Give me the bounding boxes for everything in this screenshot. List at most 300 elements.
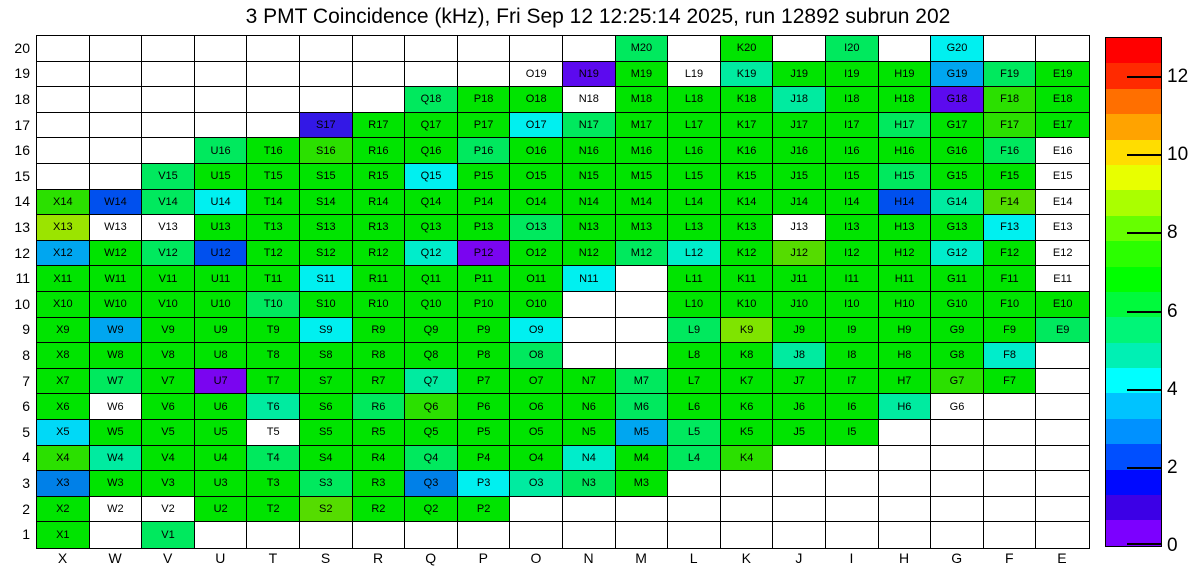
- cell-I12: [826, 241, 879, 267]
- cell-label: M3: [633, 477, 650, 490]
- cell-M20: [616, 36, 669, 62]
- cell-N15: [563, 164, 616, 190]
- cell-Q8: [405, 343, 458, 369]
- cell-label: K13: [736, 221, 757, 234]
- cell-label: U3: [213, 477, 228, 490]
- cell-P13: [458, 215, 511, 241]
- cell-L19: [668, 62, 721, 88]
- cell-W11: [90, 266, 143, 292]
- cell-G18: [931, 87, 984, 113]
- cell-Q16: [405, 138, 458, 164]
- cell-label: G14: [946, 195, 968, 208]
- cell-L5: [668, 420, 721, 446]
- cell-label: K7: [739, 375, 754, 388]
- cell-empty: [879, 420, 932, 446]
- cell-G7: [931, 369, 984, 395]
- cell-empty: [142, 36, 195, 62]
- cell-S2: [300, 497, 353, 523]
- cell-label: G18: [946, 93, 968, 106]
- cell-label: P15: [473, 170, 494, 183]
- cell-label: M13: [630, 221, 653, 234]
- cell-empty: [1036, 420, 1089, 446]
- cell-label: V11: [158, 272, 178, 285]
- cell-empty: [195, 522, 248, 548]
- cell-U7: [195, 369, 248, 395]
- colorbar-band: [1106, 267, 1161, 292]
- cell-T6: [247, 394, 300, 420]
- cell-I5: [826, 420, 879, 446]
- cell-empty: [616, 343, 669, 369]
- cell-X13: [37, 215, 90, 241]
- cell-N16: [563, 138, 616, 164]
- cell-Q3: [405, 471, 458, 497]
- colorbar-tick-label: 10: [1167, 144, 1189, 166]
- cell-label: N5: [581, 426, 596, 439]
- cell-G16: [931, 138, 984, 164]
- cell-label: O6: [528, 400, 544, 413]
- cell-label: T13: [263, 221, 283, 234]
- cell-V14: [142, 190, 195, 216]
- colorbar-band: [1106, 495, 1161, 520]
- cell-empty: [826, 497, 879, 523]
- cell-label: M7: [633, 375, 650, 388]
- cell-N5: [563, 420, 616, 446]
- cell-label: F12: [1000, 247, 1020, 260]
- x-tick-label: H: [899, 550, 910, 566]
- cell-label: X13: [53, 221, 73, 234]
- cell-empty: [1036, 522, 1089, 548]
- cell-I18: [826, 87, 879, 113]
- cell-K4: [721, 446, 774, 472]
- cell-label: N6: [581, 400, 596, 413]
- cell-label: S4: [319, 451, 333, 464]
- plot-area: [36, 35, 1090, 549]
- x-tick-label: E: [1057, 550, 1067, 566]
- cell-label: M12: [630, 247, 653, 260]
- cell-R14: [353, 190, 406, 216]
- y-tick-label: 19: [14, 65, 30, 82]
- cell-label: J12: [790, 247, 809, 260]
- cell-T8: [247, 343, 300, 369]
- cell-R17: [353, 113, 406, 139]
- cell-empty: [931, 471, 984, 497]
- cell-label: T5: [266, 426, 280, 439]
- cell-V11: [142, 266, 195, 292]
- cell-label: O7: [528, 375, 544, 388]
- cell-label: L18: [684, 93, 704, 106]
- cell-empty: [458, 522, 511, 548]
- cell-label: J5: [793, 426, 805, 439]
- cell-R16: [353, 138, 406, 164]
- cell-label: F15: [1000, 170, 1020, 183]
- cell-label: M4: [633, 451, 650, 464]
- cell-label: S2: [319, 503, 333, 516]
- cell-T11: [247, 266, 300, 292]
- cell-empty: [1036, 343, 1089, 369]
- cell-empty: [510, 36, 563, 62]
- heatmap-grid: [37, 36, 1089, 548]
- cell-label: I6: [847, 400, 857, 413]
- cell-label: I17: [844, 119, 860, 132]
- cell-empty: [616, 266, 669, 292]
- cell-H18: [879, 87, 932, 113]
- cell-label: W2: [107, 503, 124, 516]
- cell-W8: [90, 343, 143, 369]
- cell-label: J17: [790, 119, 809, 132]
- cell-empty: [1036, 446, 1089, 472]
- cell-U2: [195, 497, 248, 523]
- cell-label: I7: [847, 375, 857, 388]
- cell-label: T10: [263, 298, 283, 311]
- cell-P15: [458, 164, 511, 190]
- cell-label: L5: [687, 426, 701, 439]
- cell-N14: [563, 190, 616, 216]
- cell-empty: [668, 522, 721, 548]
- cell-label: M5: [633, 426, 650, 439]
- cell-X6: [37, 394, 90, 420]
- cell-label: N13: [578, 221, 599, 234]
- cell-P18: [458, 87, 511, 113]
- cell-label: X10: [53, 298, 73, 311]
- cell-Q13: [405, 215, 458, 241]
- cell-label: M20: [630, 42, 653, 55]
- cell-K11: [721, 266, 774, 292]
- cell-E16: [1036, 138, 1089, 164]
- cell-Q10: [405, 292, 458, 318]
- cell-G17: [931, 113, 984, 139]
- cell-X14: [37, 190, 90, 216]
- cell-empty: [510, 522, 563, 548]
- cell-label: X4: [56, 451, 70, 464]
- cell-label: E17: [1052, 119, 1073, 132]
- cell-I17: [826, 113, 879, 139]
- cell-label: Q16: [420, 144, 442, 157]
- y-tick-label: 14: [14, 193, 30, 210]
- cell-I9: [826, 318, 879, 344]
- cell-P4: [458, 446, 511, 472]
- cell-label: P10: [473, 298, 494, 311]
- cell-empty: [37, 87, 90, 113]
- cell-label: H19: [894, 67, 915, 80]
- cell-J13: [773, 215, 826, 241]
- cell-X7: [37, 369, 90, 395]
- cell-label: W3: [107, 477, 124, 490]
- cell-M4: [616, 446, 669, 472]
- cell-label: J8: [793, 349, 805, 362]
- cell-F9: [984, 318, 1037, 344]
- cell-J8: [773, 343, 826, 369]
- cell-empty: [405, 62, 458, 88]
- cell-empty: [879, 471, 932, 497]
- cell-S10: [300, 292, 353, 318]
- cell-label: X2: [56, 503, 70, 516]
- cell-H14: [879, 190, 932, 216]
- cell-label: O17: [525, 119, 547, 132]
- cell-label: N19: [578, 67, 599, 80]
- cell-label: H12: [894, 247, 915, 260]
- cell-label: U13: [210, 221, 231, 234]
- cell-empty: [563, 36, 616, 62]
- cell-R12: [353, 241, 406, 267]
- cell-L17: [668, 113, 721, 139]
- cell-empty: [984, 497, 1037, 523]
- cell-label: H8: [897, 349, 912, 362]
- cell-I6: [826, 394, 879, 420]
- cell-label: K16: [736, 144, 757, 157]
- cell-G15: [931, 164, 984, 190]
- cell-label: R16: [368, 144, 389, 157]
- cell-empty: [1036, 497, 1089, 523]
- cell-N13: [563, 215, 616, 241]
- cell-K17: [721, 113, 774, 139]
- cell-empty: [458, 36, 511, 62]
- cell-F10: [984, 292, 1037, 318]
- colorbar-band: [1106, 317, 1161, 342]
- cell-empty: [142, 87, 195, 113]
- cell-O14: [510, 190, 563, 216]
- cell-label: M15: [630, 170, 653, 183]
- cell-K13: [721, 215, 774, 241]
- cell-label: G15: [946, 170, 968, 183]
- colorbar-tick-label: 2: [1167, 456, 1178, 478]
- cell-label: R3: [371, 477, 386, 490]
- cell-label: L8: [687, 349, 701, 362]
- cell-label: V13: [158, 221, 178, 234]
- y-tick-label: 18: [14, 91, 30, 107]
- cell-K9: [721, 318, 774, 344]
- cell-F13: [984, 215, 1037, 241]
- cell-G19: [931, 62, 984, 88]
- cell-G14: [931, 190, 984, 216]
- cell-O5: [510, 420, 563, 446]
- cell-O16: [510, 138, 563, 164]
- cell-label: Q9: [423, 323, 439, 336]
- cell-label: U15: [210, 170, 231, 183]
- cell-label: G19: [946, 67, 968, 80]
- cell-R9: [353, 318, 406, 344]
- cell-L10: [668, 292, 721, 318]
- cell-L6: [668, 394, 721, 420]
- colorbar-tick-label: 4: [1167, 378, 1178, 400]
- cell-label: E16: [1052, 144, 1073, 157]
- cell-I20: [826, 36, 879, 62]
- cell-label: O16: [525, 144, 547, 157]
- cell-W4: [90, 446, 143, 472]
- cell-V10: [142, 292, 195, 318]
- cell-O8: [510, 343, 563, 369]
- cell-label: H9: [897, 323, 912, 336]
- cell-U5: [195, 420, 248, 446]
- cell-label: P6: [476, 400, 491, 413]
- cell-T7: [247, 369, 300, 395]
- cell-F19: [984, 62, 1037, 88]
- cell-label: Q7: [423, 375, 439, 388]
- cell-G10: [931, 292, 984, 318]
- cell-label: S10: [316, 298, 336, 311]
- colorbar-band: [1106, 38, 1161, 63]
- x-tick-label: Q: [425, 550, 437, 566]
- cell-H15: [879, 164, 932, 190]
- cell-P11: [458, 266, 511, 292]
- cell-label: K18: [736, 93, 757, 106]
- cell-F17: [984, 113, 1037, 139]
- cell-empty: [563, 497, 616, 523]
- cell-M18: [616, 87, 669, 113]
- cell-O3: [510, 471, 563, 497]
- cell-V2: [142, 497, 195, 523]
- cell-label: H15: [894, 170, 915, 183]
- cell-label: R8: [371, 349, 386, 362]
- cell-X10: [37, 292, 90, 318]
- cell-label: O12: [525, 247, 547, 260]
- cell-X1: [37, 522, 90, 548]
- cell-empty: [1036, 394, 1089, 420]
- cell-label: P9: [476, 323, 491, 336]
- colorbar-band: [1106, 190, 1161, 215]
- colorbar-tick: [1127, 232, 1161, 234]
- cell-label: H7: [897, 375, 912, 388]
- cell-U3: [195, 471, 248, 497]
- cell-label: U6: [213, 400, 228, 413]
- cell-J18: [773, 87, 826, 113]
- cell-W6: [90, 394, 143, 420]
- cell-L7: [668, 369, 721, 395]
- cell-empty: [721, 471, 774, 497]
- cell-L11: [668, 266, 721, 292]
- cell-J10: [773, 292, 826, 318]
- cell-label: X9: [56, 323, 70, 336]
- cell-K5: [721, 420, 774, 446]
- cell-P16: [458, 138, 511, 164]
- cell-X11: [37, 266, 90, 292]
- cell-E17: [1036, 113, 1089, 139]
- cell-label: N16: [578, 144, 599, 157]
- cell-empty: [37, 62, 90, 88]
- cell-empty: [510, 497, 563, 523]
- y-tick-label: 12: [14, 244, 30, 261]
- cell-label: P8: [476, 349, 491, 362]
- cell-empty: [984, 522, 1037, 548]
- cell-O18: [510, 87, 563, 113]
- cell-label: N18: [578, 93, 599, 106]
- cell-label: P4: [476, 451, 491, 464]
- cell-M16: [616, 138, 669, 164]
- cell-label: K10: [736, 298, 757, 311]
- y-tick-label: 10: [14, 295, 30, 312]
- cell-U14: [195, 190, 248, 216]
- cell-R13: [353, 215, 406, 241]
- cell-X12: [37, 241, 90, 267]
- cell-label: T11: [264, 272, 283, 285]
- cell-I13: [826, 215, 879, 241]
- cell-Q6: [405, 394, 458, 420]
- cell-E15: [1036, 164, 1089, 190]
- colorbar-tick: [1127, 154, 1161, 156]
- cell-K12: [721, 241, 774, 267]
- colorbar-tick-label: 6: [1167, 300, 1178, 322]
- x-tick-label: V: [163, 550, 173, 566]
- cell-S9: [300, 318, 353, 344]
- y-tick-label: 20: [14, 39, 30, 56]
- colorbar-tick: [1127, 467, 1161, 469]
- y-tick-label: 13: [14, 219, 30, 235]
- cell-K8: [721, 343, 774, 369]
- cell-E14: [1036, 190, 1089, 216]
- cell-J15: [773, 164, 826, 190]
- cell-empty: [616, 497, 669, 523]
- cell-empty: [247, 62, 300, 88]
- cell-J11: [773, 266, 826, 292]
- cell-label: O14: [525, 195, 547, 208]
- cell-E12: [1036, 241, 1089, 267]
- cell-R11: [353, 266, 406, 292]
- colorbar-tick: [1127, 311, 1161, 313]
- cell-N18: [563, 87, 616, 113]
- cell-label: R17: [368, 119, 389, 132]
- cell-W5: [90, 420, 143, 446]
- cell-label: H14: [894, 195, 915, 208]
- cell-I15: [826, 164, 879, 190]
- cell-Q17: [405, 113, 458, 139]
- cell-H8: [879, 343, 932, 369]
- cell-label: F17: [1000, 119, 1020, 132]
- cell-N19: [563, 62, 616, 88]
- cell-E13: [1036, 215, 1089, 241]
- cell-empty: [300, 87, 353, 113]
- cell-label: V15: [158, 170, 178, 183]
- cell-empty: [1036, 369, 1089, 395]
- cell-O19: [510, 62, 563, 88]
- cell-label: T8: [266, 349, 280, 362]
- cell-empty: [90, 36, 143, 62]
- cell-empty: [773, 36, 826, 62]
- cell-O11: [510, 266, 563, 292]
- cell-label: X6: [56, 400, 70, 413]
- cell-label: O19: [525, 67, 547, 80]
- cell-S7: [300, 369, 353, 395]
- cell-L15: [668, 164, 721, 190]
- cell-U15: [195, 164, 248, 190]
- cell-W13: [90, 215, 143, 241]
- cell-M15: [616, 164, 669, 190]
- cell-J12: [773, 241, 826, 267]
- x-tick-label: J: [795, 550, 803, 566]
- cell-label: S8: [319, 349, 333, 362]
- cell-empty: [721, 497, 774, 523]
- cell-label: W12: [104, 247, 127, 260]
- cell-empty: [879, 36, 932, 62]
- cell-H12: [879, 241, 932, 267]
- cell-label: P11: [474, 272, 493, 285]
- cell-label: T7: [266, 375, 280, 388]
- cell-label: F7: [1003, 375, 1017, 388]
- cell-V15: [142, 164, 195, 190]
- cell-label: O5: [528, 426, 544, 439]
- cell-label: G20: [946, 42, 968, 55]
- cell-K15: [721, 164, 774, 190]
- cell-label: O13: [525, 221, 547, 234]
- cell-empty: [773, 497, 826, 523]
- cell-label: F18: [1000, 93, 1020, 106]
- cell-label: W5: [107, 426, 124, 439]
- cell-label: V6: [161, 400, 175, 413]
- cell-G11: [931, 266, 984, 292]
- cell-label: J16: [790, 144, 809, 157]
- cell-label: I11: [844, 272, 860, 285]
- cell-X8: [37, 343, 90, 369]
- cell-label: G10: [946, 298, 968, 311]
- cell-label: Q18: [420, 93, 442, 106]
